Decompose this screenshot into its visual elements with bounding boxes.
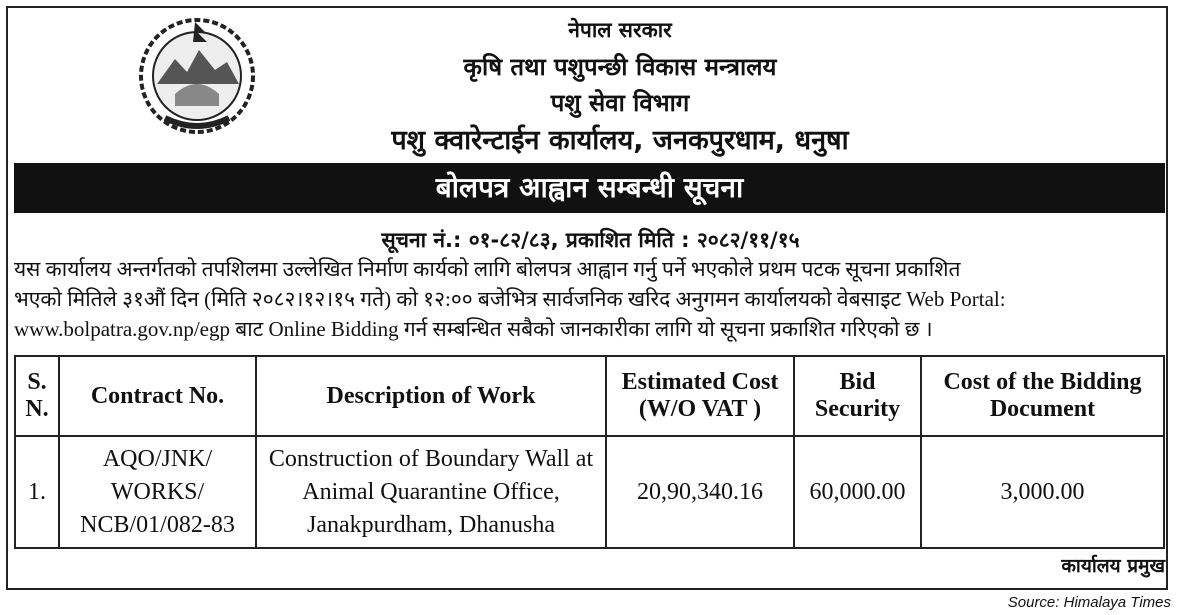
cell-estimated-cost: 20,90,340.16 [606, 436, 794, 548]
col-bid-security: Bid Security [794, 356, 921, 436]
cell-sn: 1. [15, 436, 59, 548]
paragraph-line: यस कार्यालय अन्तर्गतको तपशिलमा उल्लेखित निर्माण कार्यको लागि बोलपत्र आह्वान गर्नु पर्ने भएकोले प्रथम पटक सूचना प्रकाशित [14, 257, 961, 281]
tender-table [14, 355, 1165, 549]
paragraph-line: भएको मितिले ३१औं दिन (मिति २०८२।१२।१५ गते) को १२:०० बजेभित्र सार्वजनिक खरिद अनुगमन कार्यालयको वेबसाइट Web Portal: [14, 287, 1006, 311]
col-estimated-cost: Estimated Cost (W/O VAT ) [606, 356, 794, 436]
col-description: Description of Work [256, 356, 606, 436]
paragraph-line: www.bolpatra.gov.np/egp बाट Online Bidding गर्न सम्बन्धित सबैको जानकारीका लागि यो सूचना प्रकाशित गरिएको छ । [14, 317, 933, 341]
header-ministry: कृषि तथा पशुपन्छी विकास मन्त्रालय [463, 53, 777, 81]
cell-contract-no: AQO/JNK/ WORKS/ NCB/01/082-83 [59, 436, 256, 548]
notice-title: बोलपत्र आह्वान सम्बन्धी सूचना [14, 163, 1165, 213]
nepal-government-emblem [135, 14, 259, 138]
header-department: पशु सेवा विभाग [550, 89, 690, 117]
table-row [15, 436, 1164, 548]
col-contract-no: Contract No. [59, 356, 256, 436]
signature: कार्यालय प्रमुख [1061, 555, 1165, 577]
header-office: पशु क्वारेन्टाईन कार्यालय, जनकपुरधाम, धनुषा [391, 125, 849, 156]
cell-document-cost: 3,000.00 [921, 436, 1164, 548]
header-government: नेपाल सरकार [568, 18, 672, 42]
col-document-cost: Cost of the Bidding Document [921, 356, 1164, 436]
source-credit: Source: Himalaya Times [1007, 594, 1171, 611]
cell-description: Construction of Boundary Wall at Animal Quarantine Office, Janakpurdham, Dhanusha [256, 436, 606, 548]
notice-number: सूचना नं.: ०१-८२/८३, प्रकाशित मिति : २०८२/११/१५ [381, 228, 800, 252]
table-header-row [15, 356, 1164, 436]
col-sn: S. N. [15, 356, 59, 436]
cell-bid-security: 60,000.00 [794, 436, 921, 548]
notice-paragraph [14, 254, 1166, 344]
